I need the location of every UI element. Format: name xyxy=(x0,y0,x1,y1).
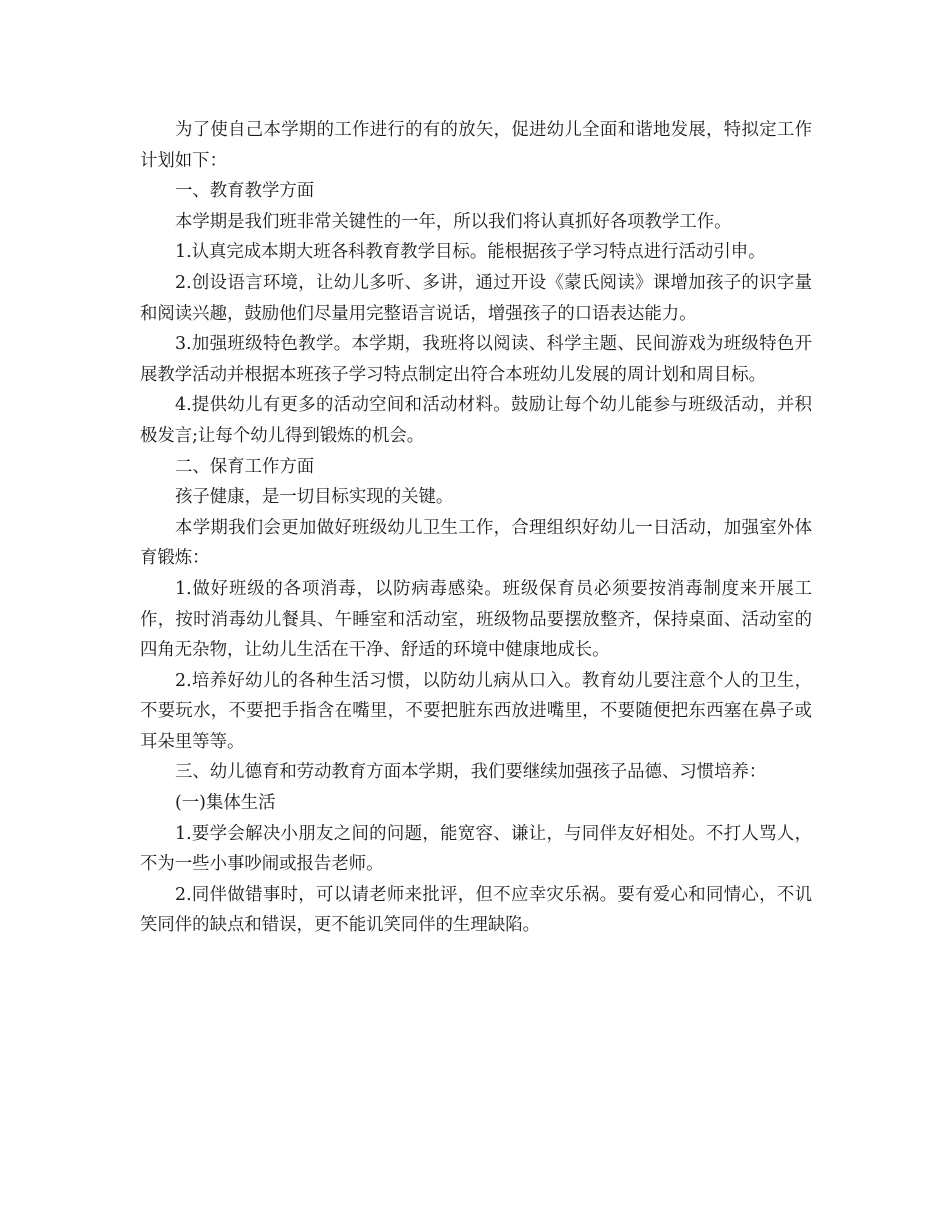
section-heading-care: 二、保育工作方面 xyxy=(175,456,315,477)
section-heading-moral: 三、幼儿德育和劳动教育方面本学期，我们要继续加强孩子品德、习惯培养： xyxy=(175,762,767,783)
list-item: 1.要学会解决小朋友之间的问题，能宽容、谦让，与同伴友好相处。不打人骂人，不为一些小事吵闹或报告老师。 xyxy=(140,823,812,875)
subsection-heading: (一)集体生活 xyxy=(175,793,276,814)
document-body xyxy=(140,115,812,941)
list-item: 4.提供幼儿有更多的活动空间和活动材料。鼓励让每个幼儿能参与班级活动，并积极发言;让每个幼儿得到锻炼的机会。 xyxy=(140,395,812,446)
paragraph: 本学期我们会更加做好班级幼儿卫生工作，合理组织好幼儿一日活动，加强室外体育锻炼： xyxy=(140,517,812,569)
list-item: 1.做好班级的各项消毒，以防病毒感染。班级保育员必须要按消毒制度来开展工作，按时消毒幼儿餐具、午睡室和活动室，班级物品要摆放整齐，保持桌面、活动室的四角无杂物，让幼儿生活在干净、舒适的环境中健康地成长。 xyxy=(140,578,812,661)
list-item: 2.同伴做错事时，可以请老师来批评，但不应幸灾乐祸。要有爱心和同情心，不讥笑同伴的缺点和错误，更不能讥笑同伴的生理缺陷。 xyxy=(140,884,812,936)
list-item: 1.认真完成本期大班各科教育教学目标。能根据孩子学习特点进行活动引申。 xyxy=(175,242,766,263)
paragraph: 本学期是我们班非常关键性的一年，所以我们将认真抓好各项教学工作。 xyxy=(175,211,732,232)
section-heading-teaching: 一、教育教学方面 xyxy=(175,181,315,202)
paragraph: 孩子健康，是一切目标实现的关键。 xyxy=(175,487,454,508)
list-item: 2.创设语言环境，让幼儿多听、多讲，通过开设《蒙氏阅读》课增加孩子的识字量和阅读兴趣，鼓励他们尽量用完整语言说话，增强孩子的口语表达能力。 xyxy=(140,272,812,324)
list-item: 2.培养好幼儿的各种生活习惯，以防幼儿病从口入。教育幼儿要注意个人的卫生，不要玩水，不要把手指含在嘴里，不要把脏东西放进嘴里，不要随便把东西塞在鼻子或耳朵里等等。 xyxy=(140,670,812,752)
paragraph-intro: 为了使自己本学期的工作进行的有的放矢，促进幼儿全面和谐地发展，特拟定工作计划如下： xyxy=(140,120,812,171)
list-item: 3.加强班级特色教学。本学期，我班将以阅读、科学主题、民间游戏为班级特色开展教学活动并根据本班孩子学习特点制定出符合本班幼儿发展的周计划和周目标。 xyxy=(140,334,812,385)
